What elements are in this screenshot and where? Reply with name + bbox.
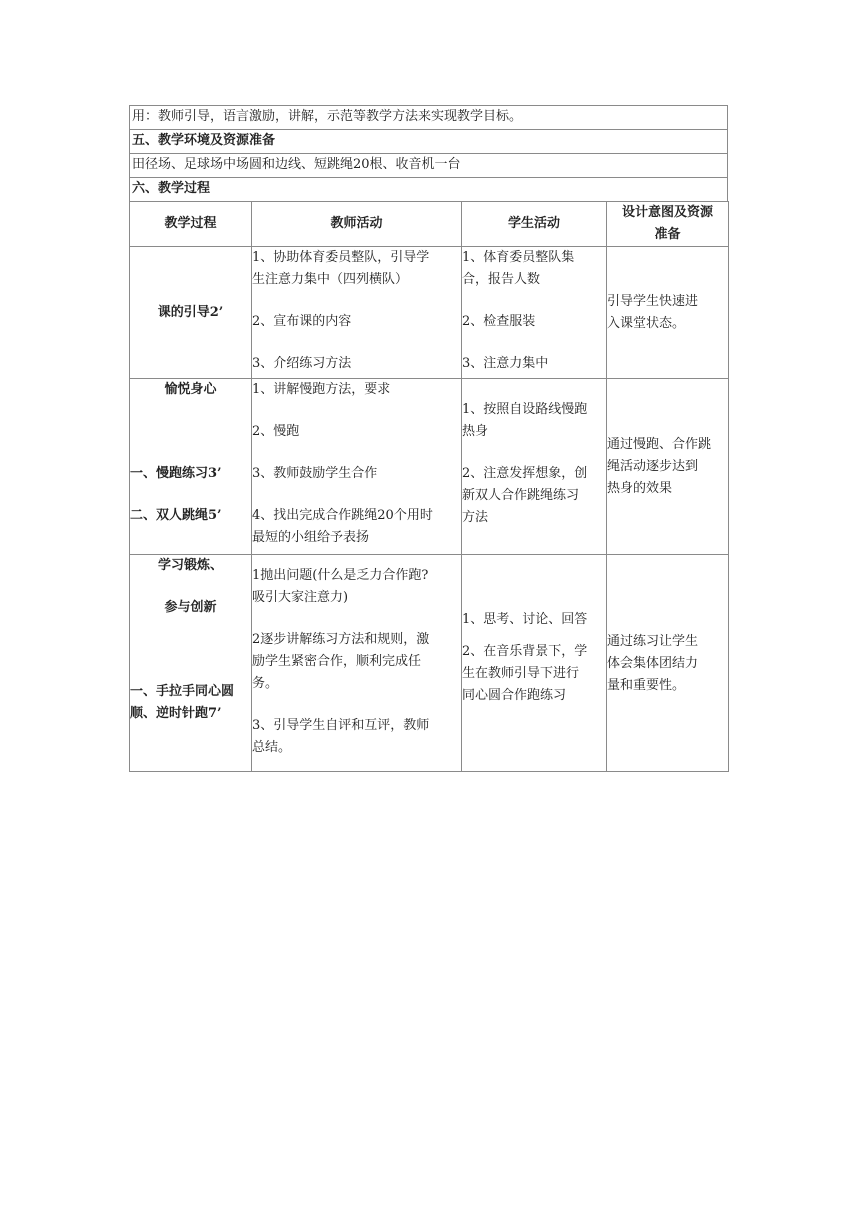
process-table-header: [130, 202, 729, 247]
table-row: [130, 555, 729, 772]
stage-cell: [130, 555, 252, 772]
teacher-line: 最短的小组给予表扬: [252, 530, 370, 545]
header-student-activity: 学生活动: [462, 202, 607, 247]
teacher-line: 1抛出问题(什么是乏力合作跑?: [252, 568, 429, 583]
stage-item: 一、手拉手同心圆: [130, 684, 235, 699]
student-activity-cell: [462, 555, 607, 772]
section-6-title: 六、教学过程: [129, 177, 728, 201]
design-intent-cell: [607, 555, 729, 772]
header-teacher-activity: 教师活动: [252, 202, 462, 247]
student-line: 方法: [462, 510, 489, 525]
design-line: 引导学生快速进: [607, 293, 699, 309]
teacher-activity-cell: [252, 247, 462, 379]
student-line: 同心圆合作跑练习: [462, 688, 567, 703]
header-process: 教学过程: [130, 202, 252, 247]
stage-cell: [130, 247, 252, 379]
teacher-line: 吸引大家注意力): [252, 590, 349, 605]
student-line: 1、按照自设路线慢跑: [462, 402, 588, 417]
student-line: 合，报告人数: [462, 272, 541, 287]
student-line: 热身: [462, 424, 489, 439]
student-line: 2、检查服装: [462, 314, 536, 329]
teacher-line: 2、慢跑: [252, 424, 300, 439]
header-design-line2: 准备: [654, 227, 681, 242]
stage-title: 学习锻炼、: [157, 558, 223, 573]
table-row: [130, 379, 729, 555]
teacher-line: 1、讲解慢跑方法，要求: [252, 382, 391, 397]
teacher-line: 3、教师鼓励学生合作: [252, 466, 378, 481]
student-line: 3、注意力集中: [462, 356, 549, 371]
teacher-line: 2、宣布课的内容: [252, 314, 352, 329]
table-row: [130, 247, 729, 379]
stage-item: 一、慢跑练习3’: [130, 466, 222, 481]
teacher-line: 务。: [252, 676, 279, 691]
design-line: 热身的效果: [607, 480, 673, 496]
teacher-line: 1、协助体育委员整队，引导学: [252, 250, 430, 265]
design-intent-cell: [607, 247, 729, 379]
design-intent-cell: [607, 379, 729, 555]
teacher-line: 3、引导学生自评和互评，教师: [252, 718, 430, 733]
stage-item: 顺、逆时针跑7’: [130, 706, 222, 721]
process-table: [129, 201, 729, 772]
lesson-plan-sheet: [129, 105, 728, 772]
student-line: 2、注意发挥想象，创: [462, 466, 588, 481]
student-line: 生在教师引导下进行: [462, 666, 580, 681]
design-line: 体会集体团结力: [607, 656, 699, 671]
design-line: 入课堂状态。: [607, 315, 686, 331]
teacher-line: 4、找出完成合作跳绳20个用时: [252, 508, 433, 523]
teacher-line: 总结。: [252, 740, 292, 755]
design-line: 通过练习让学生: [607, 634, 699, 649]
design-line: 量和重要性。: [607, 678, 686, 693]
student-line: 1、思考、讨论、回答: [462, 612, 588, 627]
design-line: 通过慢跑、合作跳: [607, 436, 712, 452]
student-activity-cell: [462, 379, 607, 555]
stage-title: 愉悦身心: [164, 382, 217, 397]
header-design-intent: [607, 202, 729, 247]
teacher-line: 励学生紧密合作，顺利完成任: [252, 654, 422, 669]
student-line: 2、在音乐背景下，学: [462, 644, 588, 659]
teacher-line: 生注意力集中（四列横队）: [252, 272, 409, 287]
section-5-text: 田径场、足球场中场圆和边线、短跳绳20根、收音机一台: [129, 153, 728, 177]
stage-item: 二、双人跳绳5’: [130, 508, 222, 523]
teacher-line: 3、介绍练习方法: [252, 356, 352, 371]
stage-cell: [130, 379, 252, 555]
stage-title: 参与创新: [164, 600, 217, 615]
teacher-activity-cell: [252, 555, 462, 772]
student-line: 1、体育委员整队集: [462, 250, 575, 265]
teacher-activity-cell: [252, 379, 462, 555]
student-activity-cell: [462, 247, 607, 379]
teaching-method-row: 用：教师引导，语言激励，讲解，示范等教学方法来实现教学目标。: [129, 105, 728, 129]
section-5-title: 五、教学环境及资源准备: [129, 129, 728, 153]
stage-label: 课的引导2’: [157, 304, 224, 320]
student-line: 新双人合作跳绳练习: [462, 488, 580, 503]
header-design-line1: 设计意图及资源: [621, 205, 713, 220]
teacher-line: 2逐步讲解练习方法和规则，激: [252, 632, 430, 647]
design-line: 绳活动逐步达到: [607, 458, 699, 474]
